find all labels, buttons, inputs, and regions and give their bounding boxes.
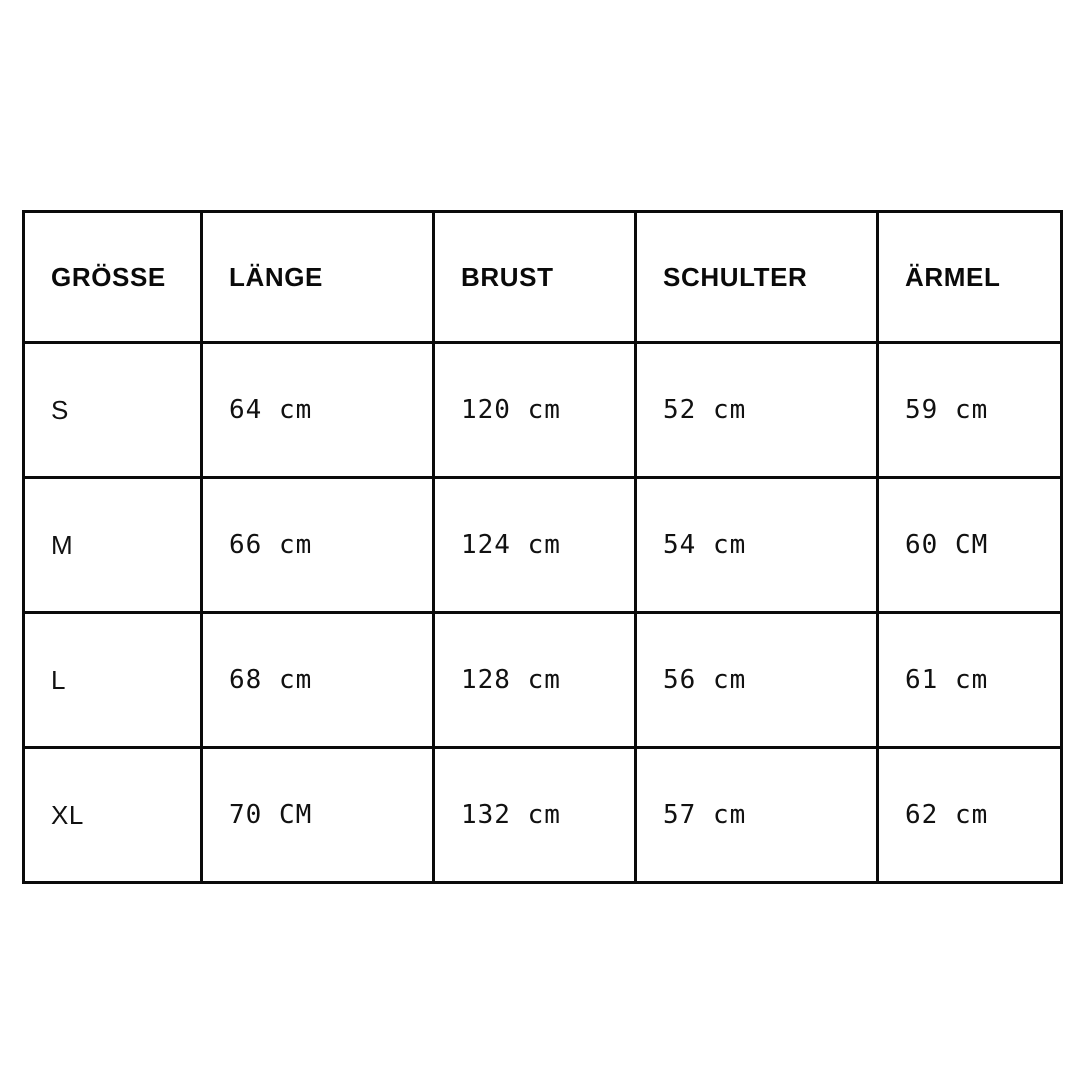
cell-size: S [24,343,202,478]
cell-laenge: 70 CM [202,748,434,883]
table-body [24,343,1062,883]
cell-schulter: 56 cm [636,613,878,748]
column-header-schulter: SCHULTER [636,212,878,343]
cell-size: M [24,478,202,613]
size-chart-table [22,210,1063,884]
cell-aermel: 59 cm [878,343,1062,478]
cell-laenge: 68 cm [202,613,434,748]
table-row [24,613,1062,748]
column-header-laenge: LÄNGE [202,212,434,343]
cell-laenge: 64 cm [202,343,434,478]
cell-brust: 120 cm [434,343,636,478]
cell-laenge: 66 cm [202,478,434,613]
table-row [24,343,1062,478]
cell-brust: 124 cm [434,478,636,613]
cell-schulter: 52 cm [636,343,878,478]
table-header [24,212,1062,343]
column-header-brust: BRUST [434,212,636,343]
cell-aermel: 60 CM [878,478,1062,613]
cell-aermel: 61 cm [878,613,1062,748]
table-header-row [24,212,1062,343]
table-row [24,748,1062,883]
table-row [24,478,1062,613]
cell-size: L [24,613,202,748]
cell-aermel: 62 cm [878,748,1062,883]
cell-schulter: 54 cm [636,478,878,613]
cell-size: XL [24,748,202,883]
cell-brust: 132 cm [434,748,636,883]
cell-schulter: 57 cm [636,748,878,883]
column-header-aermel: ÄRMEL [878,212,1062,343]
cell-brust: 128 cm [434,613,636,748]
column-header-groesse: GRÖSSE [24,212,202,343]
